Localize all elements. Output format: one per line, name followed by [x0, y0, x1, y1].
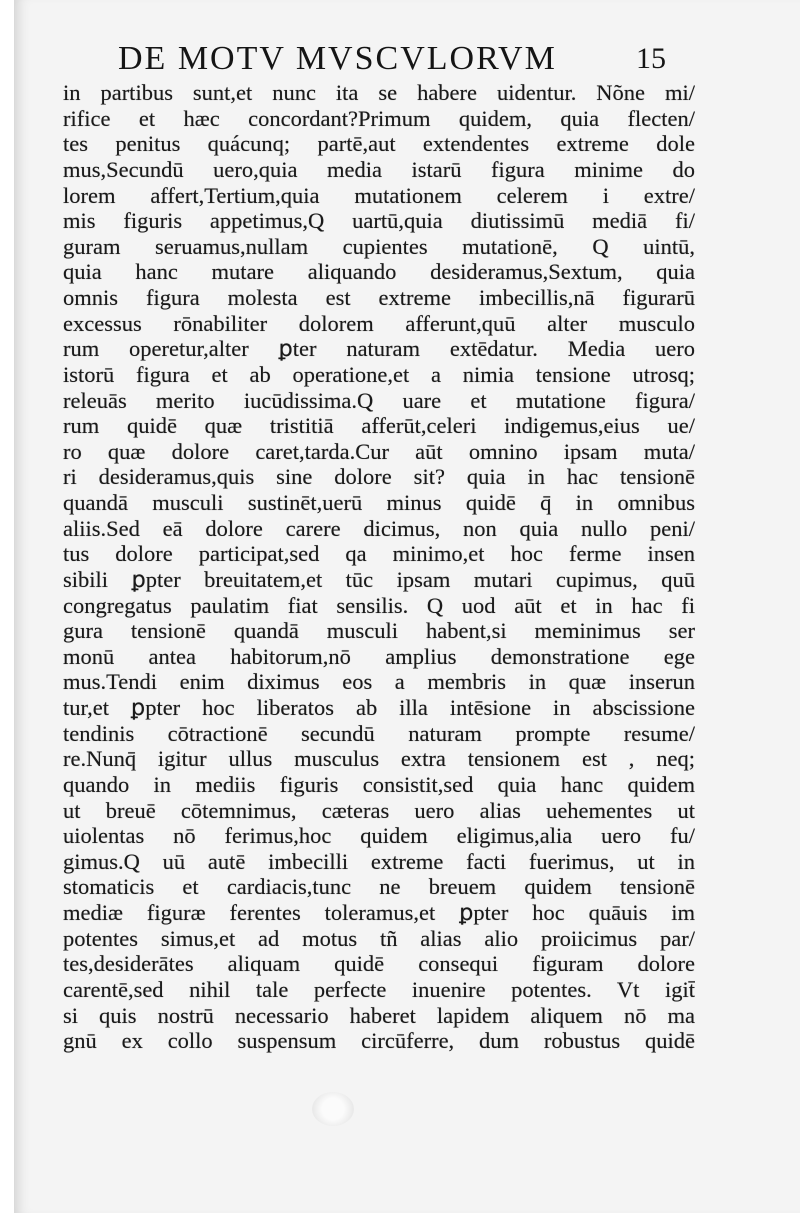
text-line: in partibus sunt,et nunc ita se habere uidentur. Nõne mi/	[63, 80, 695, 105]
text-line: re.Nunq̄ igitur ullus musculus extra tensionem est , neq;	[63, 746, 695, 772]
text-line: ro quæ dolore caret,tarda.Cur aūt omnino ipsam muta/	[63, 438, 695, 464]
text-line: ri desideramus,quis sine dolore sit? quia in hac tensionē	[63, 464, 695, 490]
text-line: tes,desiderātes aliquam quidē consequi figuram dolore	[63, 951, 695, 977]
text-line: mediæ figuræ ferentes toleramus,et ꝑpter hoc quāuis im	[63, 900, 695, 925]
text-line: stomaticis et cardiacis,tunc ne breuem quidem tensionē	[63, 874, 695, 900]
page-number: 15	[636, 42, 666, 75]
text-line: istorū figura et ab operatione,et a nimia tensione utrosq;	[63, 361, 695, 387]
text-line: tes penitus quácunq; partē,aut extendentes extreme dole	[63, 131, 695, 157]
running-head: DE MOTV MVSCVLORVM	[118, 40, 557, 77]
paper-damage-spot	[312, 1092, 354, 1126]
text-line: si quis nostrū necessario haberet lapidem aliquem nō ma	[63, 1002, 695, 1028]
text-line: omnis figura molesta est extreme imbecillis,nā figurarū	[63, 285, 695, 310]
text-line: gimus.Q uū autē imbecilli extreme facti fuerimus, ut in	[63, 848, 695, 874]
text-line: tus dolore participat,sed qa minimo,et hoc ferme insen	[63, 541, 695, 567]
text-line: quia hanc mutare aliquando desideramus,Sextum, quia	[63, 259, 695, 285]
text-line: lorem affert,Tertium,quia mutationem celerem i extre/	[63, 182, 695, 208]
body-text	[63, 80, 695, 1054]
text-line: gura tensionē quandā musculi habent,si meminimus ser	[63, 618, 695, 644]
text-line: tur,et ꝑpter hoc liberatos ab illa intēsione in abscissione	[63, 695, 695, 720]
book-page	[14, 0, 800, 1213]
text-line: monū antea habitorum,nō amplius demonstratione ege	[63, 643, 695, 669]
text-line: ut breuē cōtemnimus, cæteras uero alias uehementes ut	[63, 797, 695, 823]
text-line: guram seruamus,nullam cupientes mutationē, Q uintū,	[63, 233, 695, 259]
text-line: quandā musculi sustinēt,uerū minus quidē q̄ in omnibus	[63, 490, 695, 515]
text-line: mus,Secundū uero,quia media istarū figura minime do	[63, 156, 695, 182]
text-line: rifice et hæc concordant?Primum quidem, quia flecten/	[63, 105, 695, 131]
text-line: mis figuris appetimus,Q uartū,quia diutissimū mediā fi/	[63, 208, 695, 234]
text-line: sibili ꝑpter breuitatem,et tūc ipsam mutari cupimus, quū	[63, 566, 695, 592]
text-line: tendinis cōtractionē secundū naturam prompte resume/	[63, 720, 695, 746]
text-line: uiolentas nō ferimus,hoc quidem eligimus,alia uero fu/	[63, 823, 695, 849]
text-line: potentes simus,et ad motus tñ alias alio proiicimus par/	[63, 925, 695, 951]
text-line: quando in mediis figuris consistit,sed quia hanc quidem	[63, 771, 695, 797]
text-line: gnū ex collo suspensum circūferre, dum robustus quidē	[63, 1028, 695, 1054]
text-line: rum operetur,alter ꝑter naturam extēdatur. Media uero	[63, 336, 695, 362]
text-line: excessus rōnabiliter dolorem afferunt,quū alter musculo	[63, 310, 695, 336]
text-line: congregatus paulatim fiat sensilis. Q uod aūt et in hac fi	[63, 592, 695, 618]
text-line: carentē,sed nihil tale perfecte inuenire potentes. Vt igit̄	[63, 976, 695, 1002]
text-line: releuās merito iucūdissima.Q uare et mutatione figura/	[63, 387, 695, 413]
text-line: rum quidē quæ tristitiā afferūt,celeri indigemus,eius ue/	[63, 413, 695, 439]
page-header	[14, 40, 800, 80]
text-line: mus.Tendi enim diximus eos a membris in quæ inserun	[63, 669, 695, 695]
text-line: aliis.Sed eā dolore carere dicimus, non quia nullo peni/	[63, 515, 695, 541]
